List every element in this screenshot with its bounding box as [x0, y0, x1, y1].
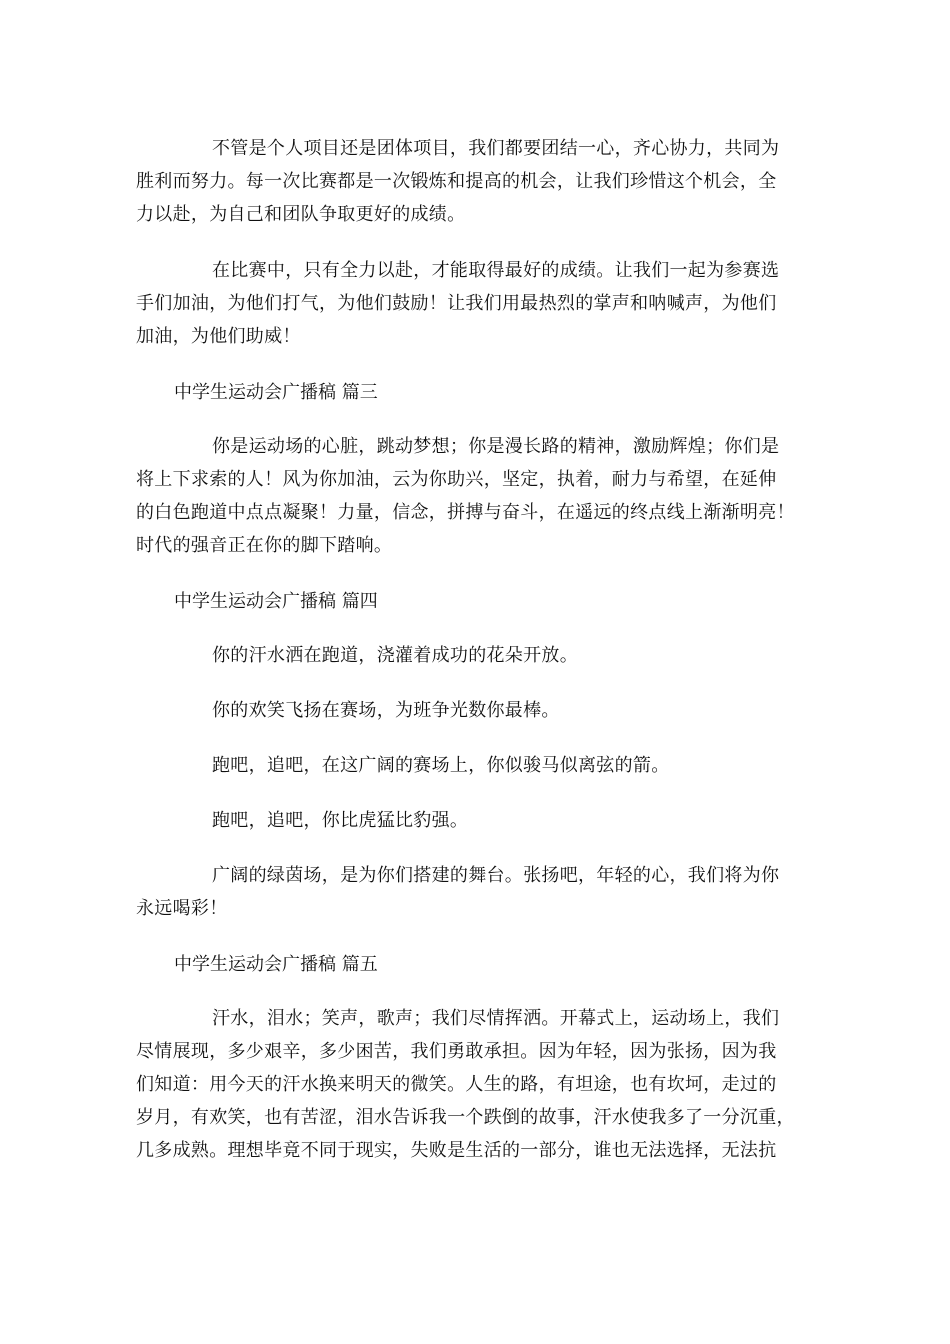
paragraph-run-2 — [136, 804, 816, 837]
paragraph-tears — [136, 1002, 816, 1167]
paragraph-line: 跑吧，追吧，你比虎猛比豹强。 — [212, 810, 469, 831]
paragraph-line: 的白色跑道中点点凝聚！力量，信念，拼搏与奋斗，在遥远的终点线上渐渐明亮！ — [136, 502, 795, 523]
paragraph-line: 你是运动场的心脏，跳动梦想；你是漫长路的精神，激励辉煌；你们是 — [212, 436, 780, 457]
heading-spacer — [136, 409, 816, 430]
paragraph-line: 汗水，泪水；笑声，歌声；我们尽情挥洒。开幕式上，运动场上，我们 — [212, 1008, 780, 1029]
paragraph-stage — [136, 859, 816, 925]
paragraph-teamwork — [136, 132, 816, 231]
paragraph-heart — [136, 430, 816, 562]
paragraph-line: 广阔的绿茵场，是为你们搭建的舞台。张扬吧，年轻的心，我们将为你 — [212, 865, 780, 886]
paragraph-line: 不管是个人项目还是团体项目，我们都要团结一心，齐心协力，共同为 — [212, 138, 780, 159]
section-heading-5: 中学生运动会广播稿 篇五 — [174, 954, 378, 975]
paragraph-spacer — [136, 727, 816, 749]
paragraph-spacer — [136, 782, 816, 804]
paragraph-cheer — [136, 254, 816, 353]
paragraph-line: 胜利而努力。每一次比赛都是一次锻炼和提高的机会，让我们珍惜这个机会，全 — [136, 171, 777, 192]
heading-spacer — [136, 981, 816, 1002]
paragraph-spacer — [136, 925, 816, 948]
paragraph-line: 将上下求索的人！风为你加油，云为你助兴，坚定，执着，耐力与希望，在延伸 — [136, 469, 777, 490]
paragraph-laughter — [136, 694, 816, 727]
paragraph-line: 尽情展现，多少艰辛，多少困苦，我们勇敢承担。因为年轻，因为张扬，因为我 — [136, 1041, 777, 1062]
paragraph-spacer — [136, 837, 816, 859]
paragraph-line: 们知道：用今天的汗水换来明天的微笑。人生的路，有坦途，也有坎坷，走过的 — [136, 1074, 777, 1095]
paragraph-spacer — [136, 672, 816, 694]
paragraph-line: 几多成熟。理想毕竟不同于现实，失败是生活的一部分，谁也无法选择，无法抗 — [136, 1140, 777, 1161]
paragraph-line: 岁月，有欢笑，也有苦涩，泪水告诉我一个跌倒的故事，汗水使我多了一分沉重， — [136, 1107, 795, 1128]
paragraph-line: 你的欢笑飞扬在赛场，为班争光数你最棒。 — [212, 700, 560, 721]
paragraph-line: 永远喝彩！ — [136, 898, 228, 919]
paragraph-line: 跑吧，追吧，在这广阔的赛场上，你似骏马似离弦的箭。 — [212, 755, 670, 776]
paragraph-sweat — [136, 639, 816, 672]
paragraph-line: 在比赛中，只有全力以赴，才能取得最好的成绩。让我们一起为参赛选 — [212, 260, 780, 281]
paragraph-spacer — [136, 231, 816, 254]
paragraph-spacer — [136, 353, 816, 376]
paragraph-line: 时代的强音正在你的脚下踏响。 — [136, 535, 393, 556]
paragraph-spacer — [136, 562, 816, 585]
document-body — [136, 132, 816, 1167]
section-heading-4: 中学生运动会广播稿 篇四 — [174, 591, 378, 612]
paragraph-line: 加油，为他们助威！ — [136, 326, 301, 347]
paragraph-line: 力以赴，为自己和团队争取更好的成绩。 — [136, 204, 466, 225]
paragraph-line: 手们加油，为他们打气，为他们鼓励！让我们用最热烈的掌声和呐喊声，为他们 — [136, 293, 777, 314]
paragraph-run-1 — [136, 749, 816, 782]
paragraph-line: 你的汗水洒在跑道，浇灌着成功的花朵开放。 — [212, 645, 578, 666]
section-heading-3: 中学生运动会广播稿 篇三 — [174, 382, 378, 403]
heading-spacer — [136, 618, 816, 639]
